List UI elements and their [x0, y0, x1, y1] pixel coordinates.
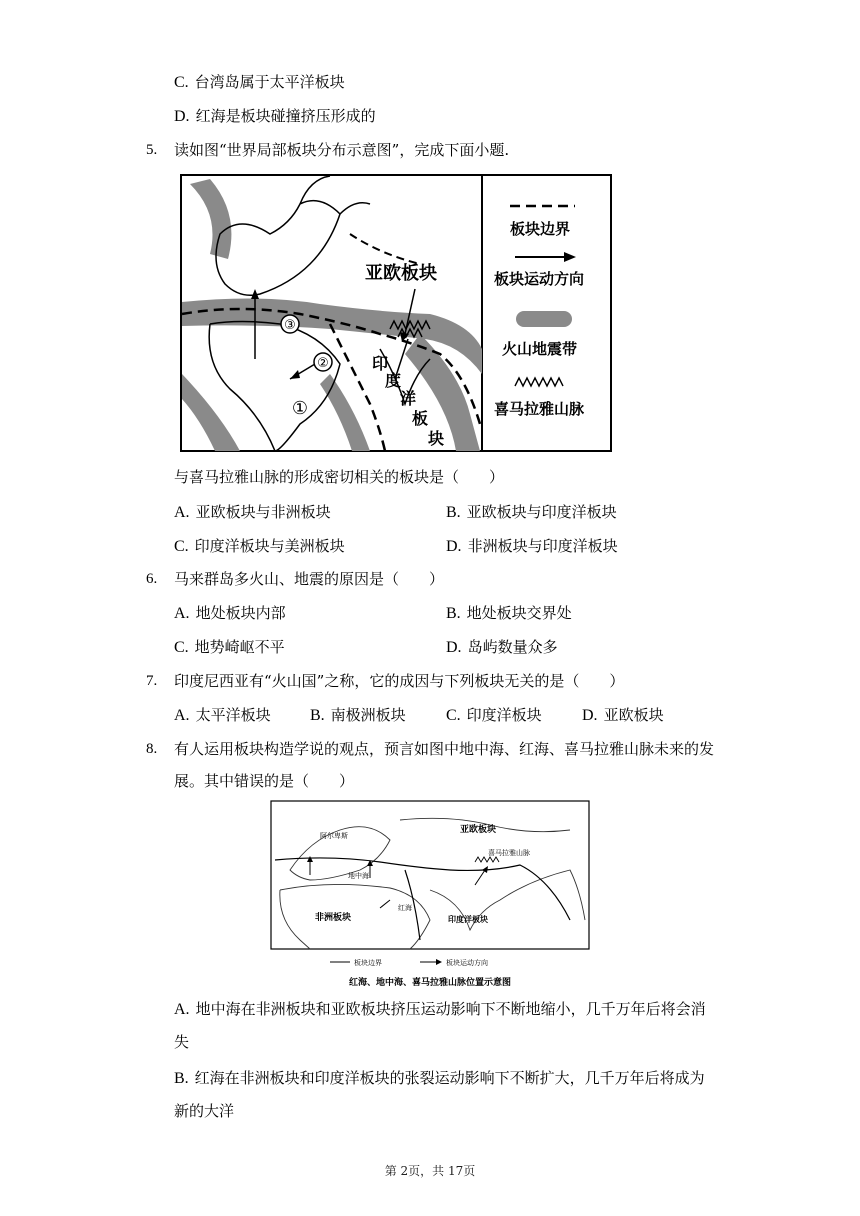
legend2-direction: 板块运动方向 — [446, 959, 488, 967]
marker-3: ③ — [284, 318, 296, 333]
q5-sub-question: 与喜马拉雅山脉的形成密切相关的板块是（ ） — [174, 468, 505, 486]
legend-himalaya: 喜马拉雅山脉 — [494, 400, 585, 418]
marker-1: ① — [291, 398, 309, 419]
q5-option-b: B. 亚欧板块与印度洋板块 — [446, 503, 617, 521]
q6-option-c: C. 地势崎岖不平 — [174, 638, 285, 656]
q5-option-d: D. 非洲板块与印度洋板块 — [446, 537, 618, 555]
redsea-map-figure — [270, 800, 590, 992]
page-footer: 第 2页，共 17页 — [384, 1164, 476, 1178]
q8-option-a-line1: A. 地中海在非洲板块和亚欧板块挤压运动影响下不断地缩小，几千万年后将会消 — [174, 1000, 706, 1018]
q8-stem-line2: 展。其中错误的是（ ） — [174, 772, 355, 790]
label-indian-2: 度 — [385, 371, 402, 390]
label-african: 非洲板块 — [315, 913, 352, 923]
label-eurasian: 亚欧板块 — [460, 825, 497, 835]
q8-option-a-line2: 失 — [174, 1033, 190, 1051]
label-indian-3: 洋 — [400, 389, 417, 408]
q6-stem: 马来群岛多火山、地震的原因是（ ） — [174, 570, 445, 588]
q7-option-b: B. 南极洲板块 — [310, 706, 406, 724]
label-mediterranean: 地中海 — [348, 872, 369, 880]
legend-volcano: 火山地震带 — [502, 340, 578, 358]
q7-option-d: D. 亚欧板块 — [582, 706, 664, 724]
label-redsea: 红海 — [398, 904, 412, 912]
map-caption: 红海、地中海、喜马拉雅山脉位置示意图 — [348, 978, 512, 988]
label-eurasian-plate: 亚欧板块 — [365, 263, 437, 284]
q4-option-c: C. 台湾岛属于太平洋板块 — [174, 73, 345, 91]
q5-stem: 读如图“世界局部板块分布示意图”，完成下面小题. — [174, 141, 510, 159]
q6-option-a: A. 地处板块内部 — [174, 604, 286, 622]
q6-number: 6. — [146, 571, 158, 587]
q8-option-b-line2: 新的大洋 — [174, 1102, 235, 1120]
q7-stem: 印度尼西亚有“火山国”之称，它的成因与下列板块无关的是（ ） — [174, 672, 625, 690]
q5-number: 5. — [146, 142, 158, 158]
q7-number: 7. — [146, 673, 158, 689]
label-indian-1: 印 — [372, 354, 389, 373]
label-indian: 印度洋板块 — [448, 915, 488, 924]
q5-option-a: A. 亚欧板块与非洲板块 — [174, 503, 331, 521]
legend-direction: 板块运动方向 — [494, 270, 585, 288]
label-alps: 阿尔卑斯 — [320, 832, 348, 840]
plate-map-figure — [180, 174, 612, 452]
q8-stem-line1: 有人运用板块构造学说的观点，预言如图中地中海、红海、喜马拉雅山脉未来的发 — [174, 740, 715, 758]
q6-option-d: D. 岛屿数量众多 — [446, 638, 558, 656]
q6-option-b: B. 地处板块交界处 — [446, 604, 572, 622]
q4-option-d: D. 红海是板块碰撞挤压形成的 — [174, 107, 376, 125]
marker-2: ② — [317, 356, 329, 371]
legend-boundary: 板块边界 — [510, 220, 571, 238]
label-himalaya: 喜马拉雅山脉 — [488, 849, 530, 857]
q8-number: 8. — [146, 741, 158, 757]
label-indian-4: 板 — [412, 409, 429, 428]
q7-option-a: A. 太平洋板块 — [174, 706, 271, 724]
q5-option-c: C. 印度洋板块与美洲板块 — [174, 537, 345, 555]
label-indian-5: 块 — [428, 429, 445, 448]
legend2-boundary: 板块边界 — [354, 959, 382, 967]
q8-option-b-line1: B. 红海在非洲板块和印度洋板块的张裂运动影响下不断扩大，几千万年后将成为 — [174, 1069, 705, 1087]
q7-option-c: C. 印度洋板块 — [446, 706, 542, 724]
